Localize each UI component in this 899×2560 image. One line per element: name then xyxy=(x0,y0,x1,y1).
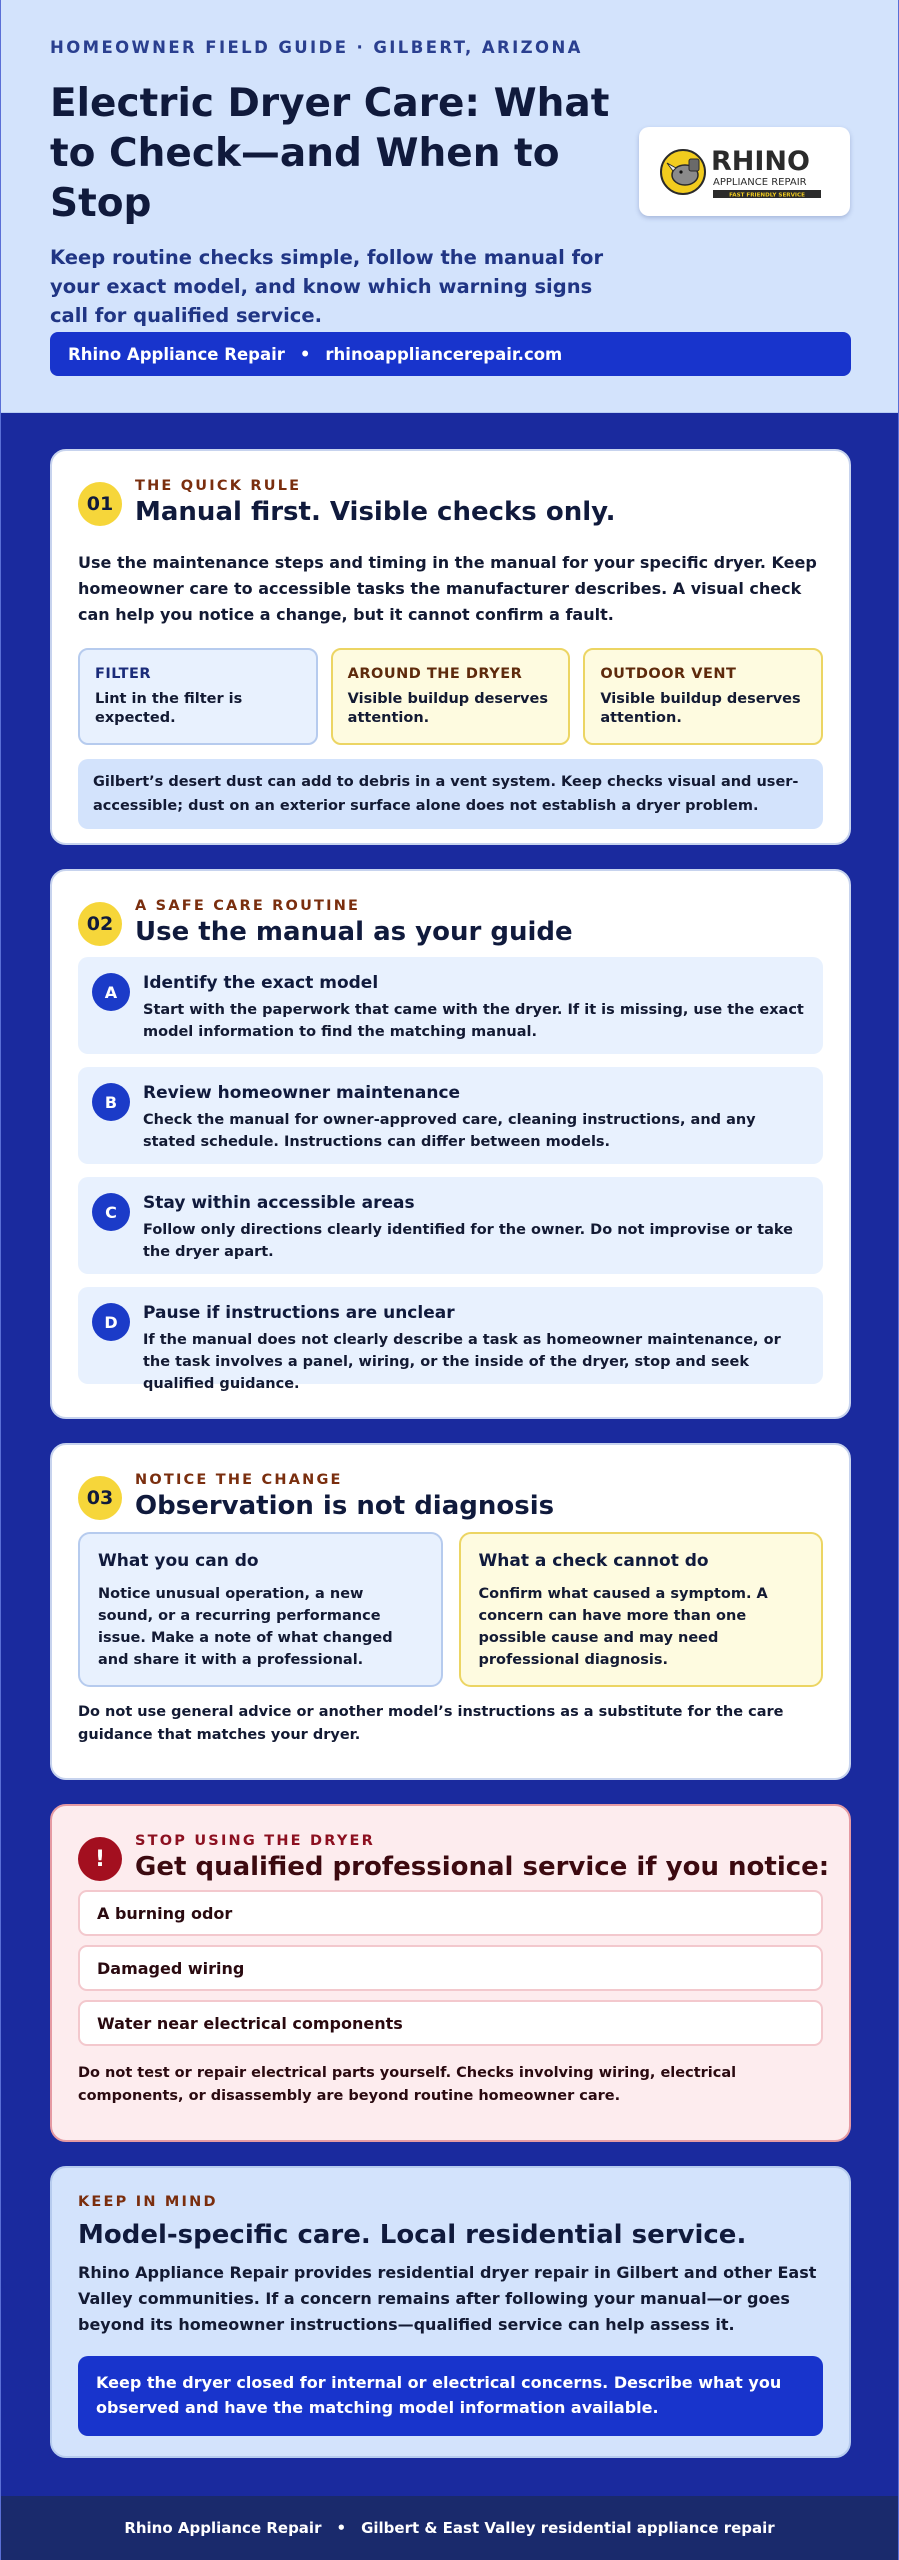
cannot-do-box xyxy=(459,1532,824,1687)
section-stop-using xyxy=(50,1804,851,2142)
section-body: Rhino Appliance Repair provides residential dryer repair in Gilbert and other East Valley communities. If a concern remains after following your manual—or goes beyond its homeowner instructions—qualified service can help assess it. xyxy=(78,2263,817,2334)
can-do-box xyxy=(78,1532,443,1687)
page-title: Electric Dryer Care: What to Check—and When to Stop xyxy=(50,81,610,226)
box-title: What you can do xyxy=(98,1551,259,1571)
step-text: Check the manual for owner-approved care, cleaning instructions, and any stated schedule. Instructions can differ between models. xyxy=(143,1112,756,1150)
box-title: FILTER xyxy=(95,666,152,682)
can-cannot-boxes xyxy=(78,1532,823,1687)
step-letter: D xyxy=(92,1303,130,1341)
call-to-action: Keep the dryer closed for internal or electrical concerns. Describe what you observed and have the matching model information available. xyxy=(78,2356,823,2436)
step-title: Review homeowner maintenance xyxy=(143,1083,461,1103)
footer xyxy=(1,2496,898,2560)
brand-url-link[interactable]: rhinoappliancerepair.com xyxy=(325,344,563,364)
alert-icon: ! xyxy=(78,1837,122,1881)
step-title: Stay within accessible areas xyxy=(143,1193,415,1213)
section-title: Manual first. Visible checks only. xyxy=(135,497,616,527)
step-letter: B xyxy=(92,1083,130,1121)
section-note: Do not use general advice or another model’s instructions as a substitute for the care guidance that matches your dryer. xyxy=(78,1704,784,1743)
hero-header xyxy=(1,0,898,413)
section-care-routine xyxy=(50,869,851,1419)
section-kicker: STOP USING THE DRYER xyxy=(135,1833,375,1849)
box-text: Visible buildup deserves attention. xyxy=(600,691,801,726)
section-kicker: A SAFE CARE ROUTINE xyxy=(135,898,361,914)
step-title: Pause if instructions are unclear xyxy=(143,1303,455,1323)
box-title: What a check cannot do xyxy=(478,1551,709,1571)
around-dryer-box xyxy=(331,648,571,745)
box-title: OUTDOOR VENT xyxy=(600,666,737,682)
step-list xyxy=(78,957,823,1392)
desert-dust-note: Gilbert’s desert dust can add to debris in a vent system. Keep checks visual and user-accessible; dust on an exterior surface alone does not establish a dryer problem. xyxy=(78,759,823,829)
step-text: If the manual does not clearly describe a task as homeowner maintenance, or the task involves a panel, wiring, or the inside of the dryer, stop and seek qualified guidance. xyxy=(143,1332,781,1392)
step-text: Follow only directions clearly identified for the owner. Do not improvise or take the dryer apart. xyxy=(143,1222,793,1260)
warning-note: Do not test or repair electrical parts yourself. Checks involving wiring, electrical components, or disassembly are beyond routine homeowner care. xyxy=(78,2065,737,2104)
separator-dot: • xyxy=(336,2519,347,2537)
logo-subline: APPLIANCE REPAIR xyxy=(712,176,807,188)
step-item xyxy=(78,1067,823,1164)
section-header xyxy=(78,1472,823,1532)
logo-wordmark: RHINO xyxy=(710,145,810,177)
step-item xyxy=(78,1287,823,1392)
section-quick-rule xyxy=(50,449,851,845)
logo-tagline: FAST FRIENDLY SERVICE xyxy=(728,192,805,198)
section-header xyxy=(78,478,823,538)
section-number-badge: 02 xyxy=(78,902,122,946)
box-title: AROUND THE DRYER xyxy=(347,666,523,682)
section-notice-change xyxy=(50,1443,851,1780)
box-text: Lint in the filter is expected. xyxy=(95,691,243,726)
section-header xyxy=(78,898,823,958)
filter-box xyxy=(78,648,318,745)
step-letter: C xyxy=(92,1193,130,1231)
separator-dot: • xyxy=(299,344,311,364)
logo-card xyxy=(639,127,850,216)
step-letter: A xyxy=(92,973,130,1011)
rhino-logo xyxy=(659,141,831,203)
section-header xyxy=(78,1833,830,1893)
section-kicker: NOTICE THE CHANGE xyxy=(135,1472,343,1488)
section-keep-in-mind xyxy=(50,2166,851,2458)
step-item xyxy=(78,1177,823,1274)
box-text: Visible buildup deserves attention. xyxy=(347,691,548,726)
footer-service-area: Gilbert & East Valley residential appliance repair xyxy=(361,2519,775,2537)
footer-brand: Rhino Appliance Repair xyxy=(124,2519,322,2537)
section-title: Use the manual as your guide xyxy=(135,917,573,947)
warning-list xyxy=(78,1890,823,2046)
warning-item: A burning odor xyxy=(78,1890,823,1936)
step-title: Identify the exact model xyxy=(143,973,379,993)
check-boxes xyxy=(78,648,823,745)
eyebrow: HOMEOWNER FIELD GUIDE · GILBERT, ARIZONA xyxy=(50,38,583,57)
brand-bar xyxy=(50,332,851,376)
page-subtitle: Keep routine checks simple, follow the manual for your exact model, and know which warning signs call for qualified service. xyxy=(50,246,604,327)
warning-item: Water near electrical components xyxy=(78,2000,823,2046)
outdoor-vent-box xyxy=(583,648,823,745)
section-kicker: KEEP IN MIND xyxy=(78,2194,218,2210)
section-number-badge: 03 xyxy=(78,1476,122,1520)
box-text: Confirm what caused a symptom. A concern can have more than one possible cause and may need professional diagnosis. xyxy=(478,1586,768,1668)
step-text: Start with the paperwork that came with the dryer. If it is missing, use the exact model information to find the matching manual. xyxy=(143,1002,804,1040)
section-kicker: THE QUICK RULE xyxy=(135,478,302,494)
section-title: Get qualified professional service if you notice: xyxy=(135,1852,830,1882)
box-text: Notice unusual operation, a new sound, or a recurring performance issue. Make a note of what changed and share it with a professional. xyxy=(98,1586,393,1668)
step-item xyxy=(78,957,823,1054)
section-title: Observation is not diagnosis xyxy=(135,1491,555,1521)
brand-name: Rhino Appliance Repair xyxy=(68,344,285,364)
section-number-badge: 01 xyxy=(78,482,122,526)
warning-item: Damaged wiring xyxy=(78,1945,823,1991)
section-body: Use the maintenance steps and timing in the manual for your specific dryer. Keep homeowner care to accessible tasks the manufacturer describes. A visual check can help you notice a change, but it cannot confirm a fault. xyxy=(78,553,817,624)
section-title: Model-specific care. Local residential service. xyxy=(78,2220,747,2250)
